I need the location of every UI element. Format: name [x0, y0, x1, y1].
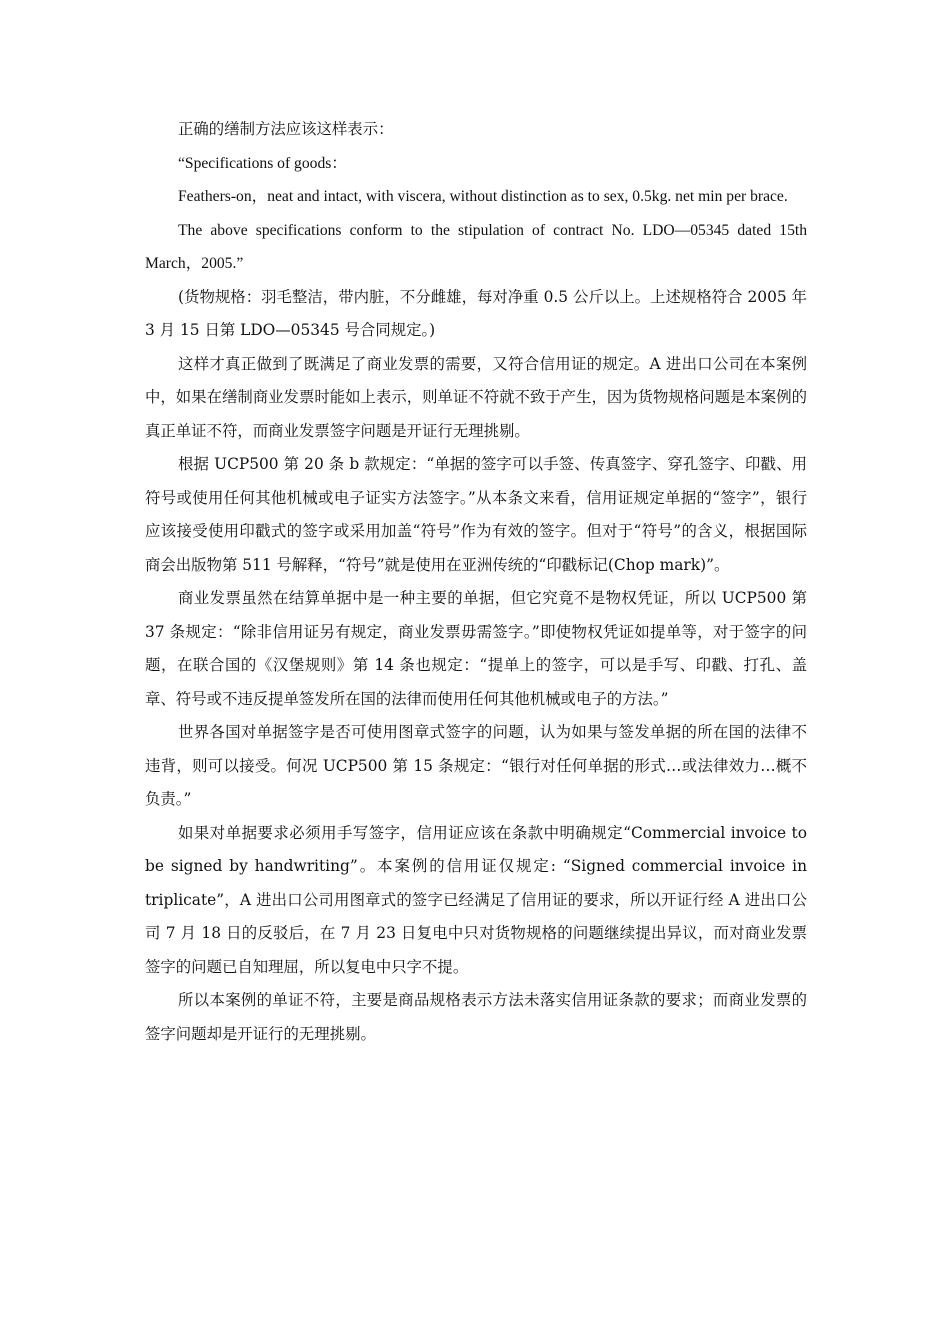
paragraph-contract-conformity: The above specifications conform to the stipulation of contract No. LDO—05345 dated 15th March，2005.” — [145, 221, 807, 272]
paragraph-specifications-heading: “Specifications of goods： — [178, 154, 347, 172]
paragraph-ucp500-article-15: 世界各国对单据签字是否可使用图章式签字的问题，认为如果与签发单据的所在国的法律不违背，则可以接受。何况 UCP500 第 15 条规定：“银行对任何单据的形式…或法律效力…概不负责。” — [145, 723, 807, 808]
paragraph-conclusion: 所以本案例的单证不符，主要是商品规格表示方法未落实信用证条款的要求；而商业发票的签字问题却是开证行的无理挑剔。 — [145, 991, 807, 1043]
paragraph-intro: 正确的缮制方法应该这样表示： — [178, 120, 394, 138]
paragraph-analysis: 这样才真正做到了既满足了商业发票的需要，又符合信用证的规定。A 进出口公司在本案例中，如果在缮制商业发票时能如上表示，则单证不符就不致于产生，因为货物规格问题是本案例的真正单证不符，而商业发票签字问题是开证行无理挑剔。 — [145, 354, 807, 440]
paragraph-specifications-detail: Feathers-on，neat and intact, with viscera, without distinction as to sex, 0.5kg. net min per brace. — [178, 188, 788, 205]
document-page — [145, 113, 807, 1051]
paragraph-ucp500-article-37: 商业发票虽然在结算单据中是一种主要的单据，但它究竟不是物权凭证，所以 UCP500 第 37 条规定：“除非信用证另有规定，商业发票毋需签字。”即使物权凭证如提单等，对于签字的问题，在联合国的《汉堡规则》第 14 条也规定：“提单上的签字，可以是手写、印戳、打孔、盖章、符号或不违反提单签发所在国的法律而使用任何其他机械或电子的方法。” — [145, 589, 807, 708]
paragraph-translation: (货物规格：羽毛整洁，带内脏，不分雌雄，每对净重 0.5 公斤以上。上述规格符合 2005 年 3 月 15 日第 LDO—05345 号合同规定。) — [145, 287, 807, 339]
paragraph-handwriting-requirement: 如果对单据要求必须用手写签字，信用证应该在条款中明确规定“Commercial invoice to be signed by handwriting”。本案例的信用证仅规定: “Signed commercial invoice in triplicate”，A 进出口公司用图章式的签字已经满足了信用证的要求，所以开证行经 A 进出口公司 7 月 18 日的反驳后，在 7 月 23 日复电中只对货物规格的问题继续提出异议，而对商业发票签字的问题已自知理屈，所以复电中只字不提。 — [145, 823, 807, 976]
paragraph-ucp500-article-20: 根据 UCP500 第 20 条 b 款规定：“单据的签字可以手签、传真签字、穿孔签字、印戳、用符号或使用任何其他机械或电子证实方法签字。”从本条文来看，信用证规定单据的“签字”，银行应该接受使用印戳式的签字或采用加盖“符号”作为有效的签字。但对于“符号”的含义，根据国际商会出版物第 511 号解释，“符号”就是使用在亚洲传统的“印戳标记(Chop mark)”。 — [145, 455, 807, 574]
